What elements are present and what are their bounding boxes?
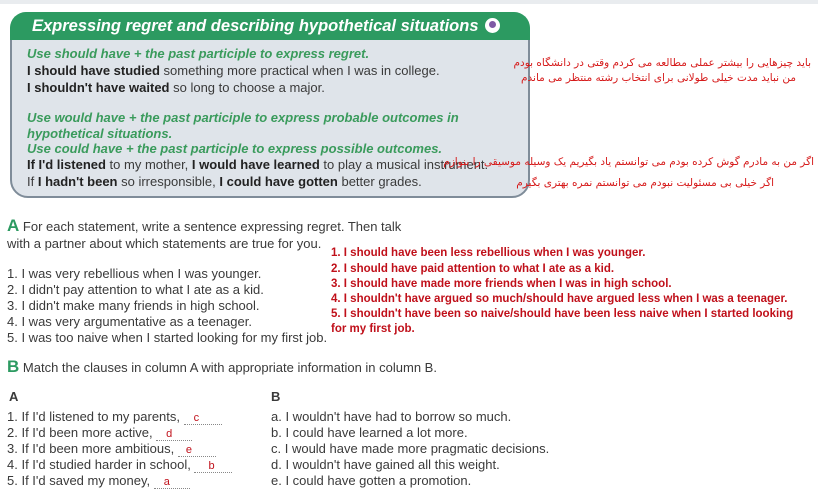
section-a-instruction-1: A For each statement, write a sentence expressing regret. Then talk	[7, 216, 402, 235]
column-b-item-d: d. I wouldn't have gained all this weight.	[271, 457, 500, 472]
example-3: If I'd listened to my mother, I would have learned to play a musical instrument.	[27, 157, 489, 172]
audio-icon[interactable]	[485, 18, 500, 33]
column-a-item-2: 2. If I'd been more active, d	[7, 425, 192, 441]
column-a-item-5: 5. If I'd saved my money, a	[7, 473, 190, 489]
grammar-box-header	[10, 12, 530, 40]
column-b-item-a: a. I wouldn't have had to borrow so much.	[271, 409, 512, 424]
answer-blank-5[interactable]: a	[154, 476, 190, 489]
persian-note-3: اگر من به مادرم گوش کرده بودم می توانستم یاد بگیریم یک وسیله موسیقی را بنوازم	[443, 156, 814, 168]
rule-should-have: Use should have + the past participle to express regret.	[27, 46, 370, 61]
section-b-instruction: B Match the clauses in column A with appropriate information in column B.	[7, 357, 437, 376]
section-a-item-4: 4. I was very argumentative as a teenager.	[7, 314, 252, 329]
answer-a-5: 5. I shouldn't have been so naive/should have been less naive when I started looking	[331, 308, 794, 320]
section-a-instruction-2: with a partner about which statements are true for you.	[7, 236, 322, 251]
section-a-item-3: 3. I didn't make many friends in high school.	[7, 298, 260, 313]
column-a-item-4: 4. If I'd studied harder in school, b	[7, 457, 232, 473]
answer-a-2: 2. I should have paid attention to what I ate as a kid.	[331, 263, 615, 275]
column-b-header: B	[271, 389, 281, 404]
answer-blank-4[interactable]: b	[194, 460, 232, 473]
column-b-item-e: e. I could have gotten a promotion.	[271, 473, 472, 488]
column-b-item-c: c. I would have made more pragmatic decisions.	[271, 441, 550, 456]
answer-a-3: 3. I should have made more friends when I was in high school.	[331, 278, 672, 290]
column-a-item-1: 1. If I'd listened to my parents, c	[7, 409, 222, 425]
answer-blank-3[interactable]: e	[178, 444, 216, 457]
persian-note-1: باید چیزهایی را بیشتر عملی مطالعه می کردم وقتی در دانشگاه بودم	[513, 57, 811, 69]
column-a-header: A	[9, 389, 19, 404]
section-a-item-2: 2. I didn't pay attention to what I ate as a kid.	[7, 282, 264, 297]
rule-could-have: Use could have + the past participle to express possible outcomes.	[27, 141, 443, 156]
example-1: I should have studied something more practical when I was in college.	[27, 63, 440, 78]
section-a-item-1: 1. I was very rebellious when I was younger.	[7, 266, 262, 281]
rule-would-have-2: hypothetical situations.	[27, 126, 173, 141]
answer-blank-2[interactable]: d	[156, 428, 192, 441]
column-a-item-3: 3. If I'd been more ambitious, e	[7, 441, 216, 457]
answer-blank-1[interactable]: c	[184, 412, 222, 425]
example-2: I shouldn't have waited so long to choose a major.	[27, 80, 325, 95]
grammar-box-title: Expressing regret and describing hypothetical situations	[32, 17, 479, 35]
persian-note-4: اگر خیلی بی مسئولیت نبودم می توانستم نمره بهتری بگیرم	[516, 177, 774, 189]
example-4: If I hadn't been so irresponsible, I could have gotten better grades.	[27, 174, 422, 189]
answer-a-4: 4. I shouldn't have argued so much/should have argued less when I was a teenager.	[331, 293, 788, 305]
rule-would-have-1: Use would have + the past participle to express probable outcomes in	[27, 110, 459, 125]
answer-a-5-cont: for my first job.	[331, 323, 415, 335]
answer-a-1: 1. I should have been less rebellious when I was younger.	[331, 247, 646, 259]
top-border	[0, 0, 818, 4]
persian-note-2: من نباید مدت خیلی طولانی برای انتخاب رشته منتظر می ماندم	[521, 72, 796, 84]
section-a-item-5: 5. I was too naive when I started looking for my first job.	[7, 330, 328, 345]
column-b-item-b: b. I could have learned a lot more.	[271, 425, 468, 440]
